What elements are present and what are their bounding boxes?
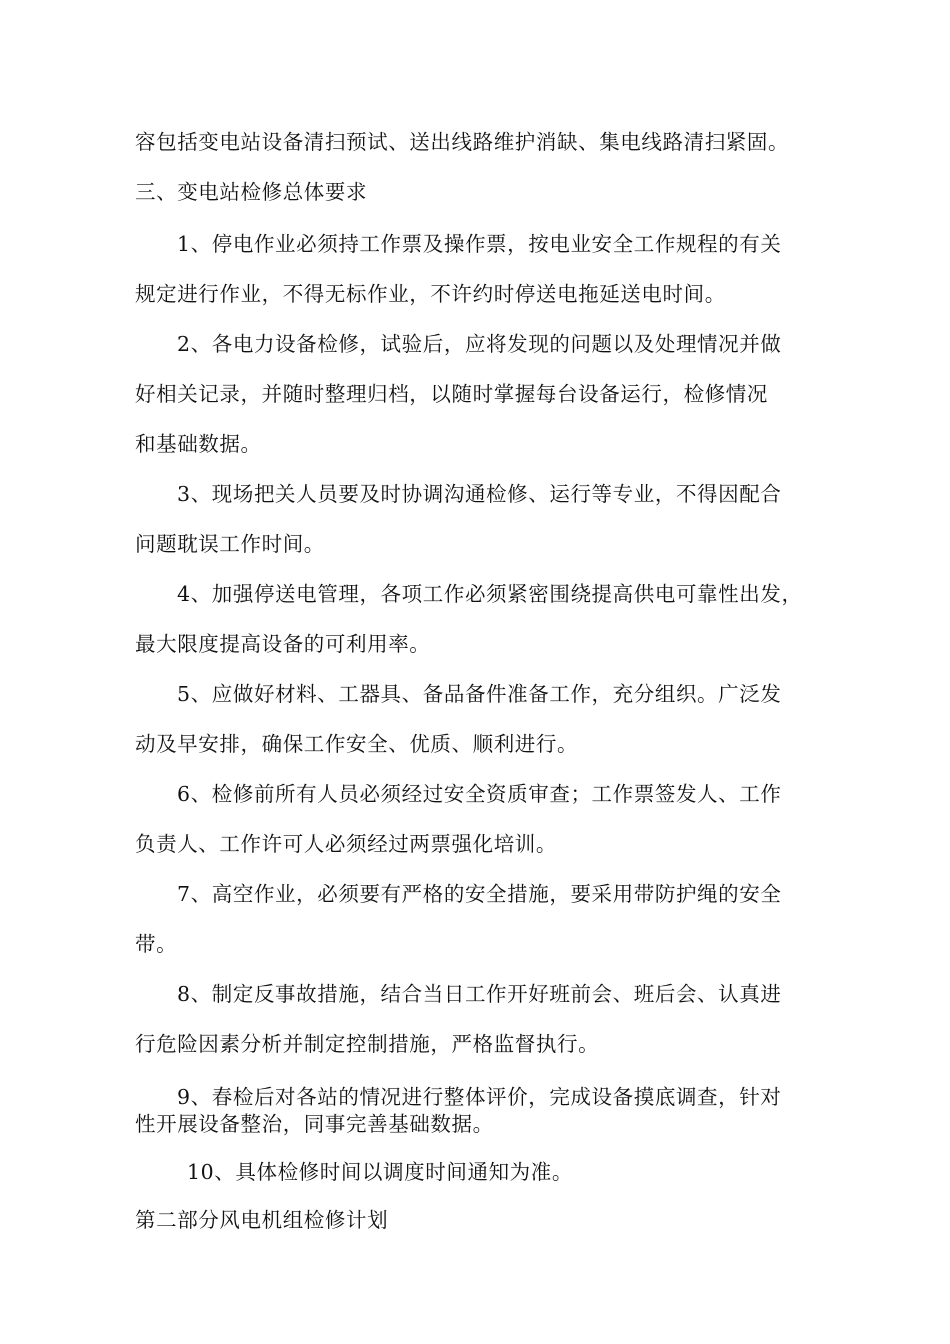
requirement-item-1: 1、停电作业必须持工作票及操作票，按电业安全工作规程的有关 [177,232,782,256]
requirement-item-6: 6、检修前所有人员必须经过安全资质审查；工作票签发人、工作 [177,782,782,806]
requirement-item-4-cont: 最大限度提高设备的可利用率。 [135,632,431,656]
requirement-item-2-cont: 好相关记录，并随时整理归档，以随时掌握每台设备运行，检修情况 [135,382,768,406]
requirement-item-4: 4、加强停送电管理，各项工作必须紧密围绕提高供电可靠性出发， [177,582,803,606]
requirement-item-7: 7、高空作业，必须要有严格的安全措施，要采用带防护绳的安全 [177,882,782,906]
part-heading: 第二部分风电机组检修计划 [135,1208,389,1232]
requirement-item-5-cont: 动及早安排，确保工作安全、优质、顺利进行。 [135,732,579,756]
requirement-item-1-cont: 规定进行作业，不得无标作业，不许约时停送电拖延送电时间。 [135,282,726,306]
requirement-item-2-cont: 和基础数据。 [135,432,262,456]
section-heading: 三、变电站检修总体要求 [135,180,368,204]
requirement-item-10: 10、具体检修时间以调度时间通知为准。 [187,1160,573,1184]
requirement-item-3: 3、现场把关人员要及时协调沟通检修、运行等专业，不得因配合 [177,482,782,506]
requirement-item-6-cont: 负责人、工作许可人必须经过两票强化培训。 [135,832,557,856]
requirement-item-5: 5、应做好材料、工器具、备品备件准备工作，充分组织。广泛发 [177,682,782,706]
requirement-item-9-cont: 性开展设备整治，同事完善基础数据。 [135,1112,494,1136]
requirement-item-3-cont: 问题耽误工作时间。 [135,532,325,556]
requirement-item-2: 2、各电力设备检修，试验后，应将发现的问题以及处理情况并做 [177,332,782,356]
body-text-line: 容包括变电站设备清扫预试、送出线路维护消缺、集电线路清扫紧固。 [135,130,790,154]
requirement-item-8-cont: 行危险因素分析并制定控制措施，严格监督执行。 [135,1032,600,1056]
requirement-item-7-cont: 带。 [135,932,178,956]
requirement-item-8: 8、制定反事故措施，结合当日工作开好班前会、班后会、认真进 [177,982,782,1006]
requirement-item-9: 9、春检后对各站的情况进行整体评价，完成设备摸底调查，针对 [177,1085,782,1109]
